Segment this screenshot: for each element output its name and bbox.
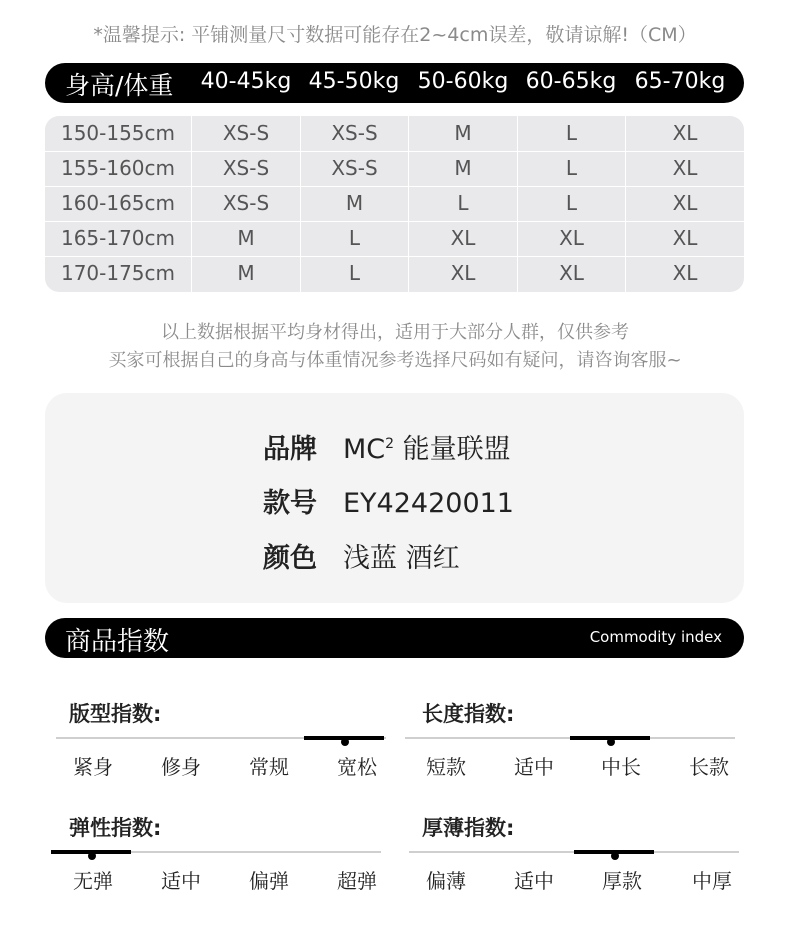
length-index-title: 长度指数: — [422, 702, 515, 726]
color-value: 浅蓝 酒红 — [343, 543, 460, 574]
length-index-scale — [405, 737, 735, 777]
size-cell: L — [565, 121, 578, 145]
size-cell: L — [565, 156, 578, 180]
size-note: 以上数据根据平均身材得出，适用于大部分人群，仅供参考 — [161, 322, 629, 343]
size-cell: XL — [559, 261, 584, 285]
size-cell: M — [345, 191, 364, 215]
size-cell: XS-S — [331, 156, 378, 180]
size-cell: XL — [450, 261, 476, 285]
table-row — [45, 151, 744, 186]
size-cell: L — [457, 191, 469, 215]
scale-option: 厚款 — [602, 869, 642, 893]
height-cell: 170-175cm — [60, 261, 176, 285]
brand-label: 品牌 — [263, 434, 317, 465]
table-row — [45, 116, 744, 151]
model-label: 款号 — [263, 488, 317, 519]
table-row — [45, 221, 744, 256]
scale-option: 宽松 — [337, 755, 377, 779]
size-cell: L — [348, 226, 361, 250]
scale-option: 偏薄 — [426, 869, 466, 893]
size-cell: XL — [672, 261, 698, 285]
table-row — [45, 256, 744, 291]
thickness-index-title: 厚薄指数: — [422, 816, 515, 840]
scale-option: 修身 — [161, 755, 201, 779]
scale-option: 短款 — [426, 755, 466, 779]
size-cell: XL — [672, 121, 698, 145]
elasticity-index-title: 弹性指数: — [69, 816, 162, 840]
color-row — [263, 536, 460, 575]
scale-option: 常规 — [249, 755, 289, 779]
fit-index-scale — [56, 737, 386, 777]
scale-dot-marker — [607, 738, 615, 746]
commodity-index-subtitle: Commodity index — [589, 628, 722, 646]
scale-option: 适中 — [514, 755, 554, 779]
scale-dot-marker — [341, 738, 349, 746]
model-row — [263, 481, 514, 520]
size-cell: XS-S — [331, 121, 378, 145]
weight-column-header: 50-60kg — [417, 69, 509, 94]
size-cell: XL — [672, 156, 698, 180]
weight-column-header: 45-50kg — [308, 69, 400, 94]
size-cell: M — [237, 226, 255, 250]
size-cell: XS-S — [222, 191, 270, 215]
height-weight-label: 身高/体重 — [65, 71, 174, 100]
scale-option: 适中 — [514, 869, 554, 893]
size-cell: XS-S — [222, 156, 270, 180]
scale-option: 长款 — [689, 755, 729, 779]
fit-index-title: 版型指数: — [69, 702, 162, 726]
measurement-tip: *温馨提示: 平铺测量尺寸数据可能存在2~4cm误差，敬请谅解!（CM） — [93, 24, 697, 46]
thickness-index-scale — [409, 851, 739, 891]
height-cell: 160-165cm — [60, 191, 176, 215]
scale-option: 偏弹 — [249, 869, 289, 893]
weight-column-header: 65-70kg — [634, 69, 726, 94]
color-label: 颜色 — [263, 543, 317, 574]
size-cell: XL — [450, 226, 476, 250]
product-info-box — [45, 393, 744, 603]
scale-option: 中长 — [601, 755, 641, 779]
height-cell: 155-160cm — [60, 156, 176, 180]
table-row — [45, 186, 744, 221]
weight-column-header: 60-65kg — [525, 69, 617, 94]
brand-row — [263, 427, 511, 466]
size-cell: L — [565, 191, 578, 215]
size-cell: M — [237, 261, 255, 285]
size-chart-header — [45, 63, 744, 103]
elasticity-index-scale — [51, 851, 381, 891]
scale-option: 中厚 — [692, 869, 732, 893]
scale-dot-marker — [611, 852, 619, 860]
size-chart-table — [45, 116, 744, 292]
commodity-index-header — [45, 618, 744, 658]
scale-dot-marker — [88, 852, 96, 860]
size-cell: M — [454, 121, 472, 145]
model-value: EY42420011 — [343, 488, 514, 519]
scale-option: 无弹 — [73, 869, 113, 893]
size-note: 买家可根据自己的身高与体重情况参考选择尺码如有疑问，请咨询客服~ — [108, 350, 682, 371]
commodity-index-title: 商品指数 — [65, 627, 170, 657]
height-cell: 165-170cm — [60, 226, 176, 250]
weight-column-header: 40-45kg — [200, 69, 292, 94]
scale-option: 超弹 — [337, 869, 377, 893]
size-cell: L — [348, 261, 361, 285]
scale-option: 适中 — [161, 869, 201, 893]
height-cell: 150-155cm — [60, 121, 176, 145]
size-cell: M — [454, 156, 472, 180]
size-cell: XL — [559, 226, 584, 250]
size-cell: XL — [672, 191, 698, 215]
scale-option: 紧身 — [73, 755, 113, 779]
size-cell: XL — [672, 226, 698, 250]
brand-value: $MC^2$ 能量联盟 — [343, 434, 511, 465]
size-cell: XS-S — [222, 121, 270, 145]
